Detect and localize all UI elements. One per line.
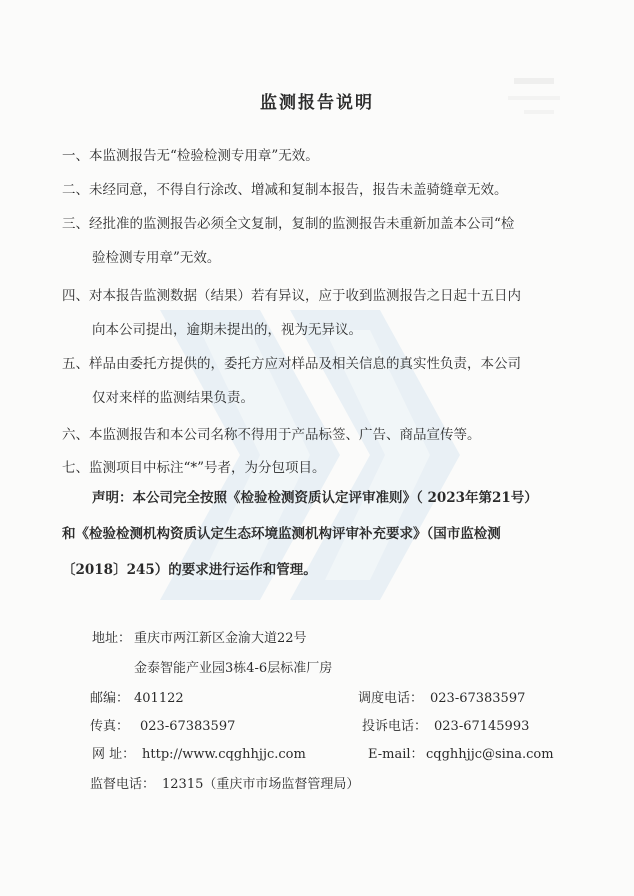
supervision-phone-label: 监督电话： <box>90 777 156 792</box>
note-line: 五、样品由委托方提供的，委托方应对样品及相关信息的真实性负责，本公司 <box>62 356 521 372</box>
note-line: 六、本监测报告和本公司名称不得用于产品标签、广告、商品宣传等。 <box>62 427 481 443</box>
website-link[interactable]: http://www.cqghhjjc.com <box>142 747 306 762</box>
note-line: 七、监测项目中标注“*”号者，为分包项目。 <box>62 460 326 476</box>
website-label: 网 址： <box>92 747 136 762</box>
declaration-line-1: 声明：本公司完全按照《检验检测资质认定评审准则》（ 2023年第21号） <box>92 490 538 506</box>
supervision-phone-value: 12315（重庆市市场监督管理局） <box>162 777 360 792</box>
note-line: 三、经批准的监测报告必须全文复制，复制的监测报告未重新加盖本公司“检 <box>62 216 515 232</box>
note-item-6 <box>62 425 582 445</box>
address-line-2: 金泰智能产业园3栋4-6层标准厂房 <box>134 661 333 676</box>
fax-label: 传真： <box>90 719 130 734</box>
page-title: 监测报告说明 <box>260 93 374 113</box>
dispatch-phone-value: 023-67383597 <box>430 691 526 706</box>
postcode-value: 401122 <box>134 691 184 706</box>
note-item-5 <box>62 354 582 408</box>
note-line-continued: 验检测专用章”无效。 <box>92 250 221 266</box>
declaration-line-2: 和《检验检测机构资质认定生态环境监测机构评审补充要求》（国市监检测 <box>62 526 501 542</box>
declaration-line-3: 〔2018〕245）的要求进行运作和管理。 <box>62 562 317 578</box>
note-item-1 <box>62 146 582 166</box>
complaint-phone-label: 投诉电话： <box>362 719 428 734</box>
fax-value: 023-67383597 <box>140 719 236 734</box>
note-item-4 <box>62 286 582 340</box>
dispatch-phone-label: 调度电话： <box>358 691 424 706</box>
address-label: 地址： <box>92 631 132 646</box>
complaint-phone-value: 023-67145993 <box>434 719 530 734</box>
email-label: E-mail： <box>368 747 424 762</box>
postcode-label: 邮编： <box>90 691 130 706</box>
note-line: 一、本监测报告无“检验检测专用章”无效。 <box>62 148 319 164</box>
note-item-7 <box>62 458 582 478</box>
address-line-1: 重庆市两江新区金渝大道22号 <box>134 631 307 646</box>
email-link[interactable]: cqghhjjc@sina.com <box>426 747 554 762</box>
note-line: 二、未经同意，不得自行涂改、增减和复制本报告，报告未盖骑缝章无效。 <box>62 182 508 198</box>
note-line-continued: 向本公司提出，逾期未提出的，视为无异议。 <box>92 322 362 338</box>
note-item-2 <box>62 180 582 200</box>
note-item-3 <box>62 214 582 268</box>
note-line: 四、对本报告监测数据（结果）若有异议，应于收到监测报告之日起十五日内 <box>62 288 521 304</box>
note-line-continued: 仅对来样的监测结果负责。 <box>92 390 254 406</box>
